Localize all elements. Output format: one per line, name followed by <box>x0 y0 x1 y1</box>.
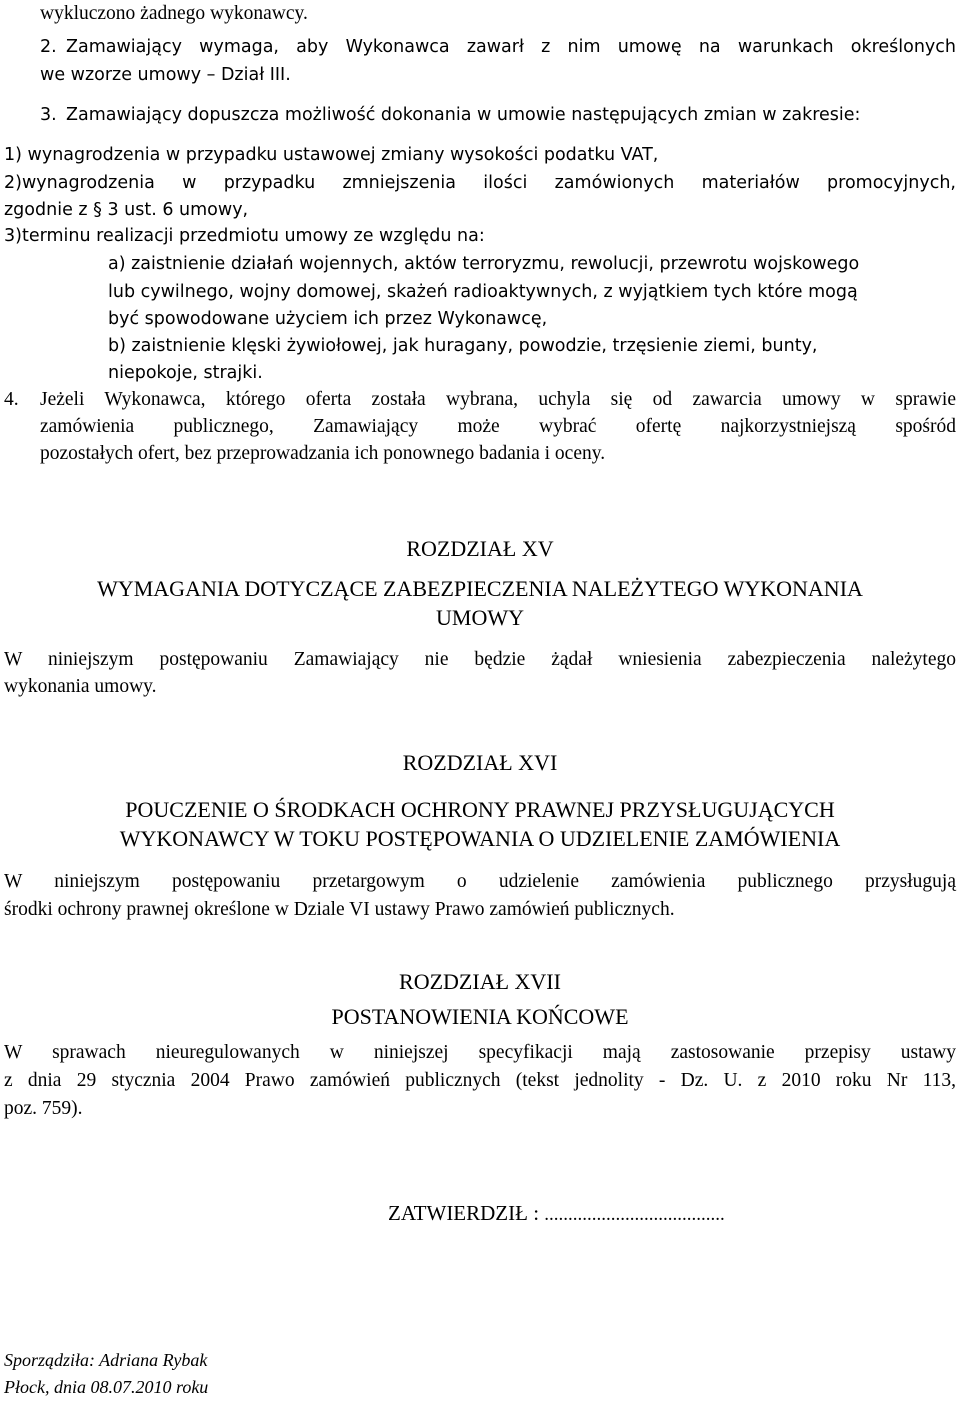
list-item-text: Zamawiający dopuszcza możliwość dokonania w umowie następujących zmian w zakresie: <box>66 105 861 125</box>
paragraph-line: wykluczono żadnego wykonawcy. <box>40 3 308 24</box>
list-item-text: Zamawiający wymaga, aby Wykonawca zawarł z nim umowę na warunkach określonych <box>66 37 956 57</box>
list-item-text-cont: we wzorze umowy – Dział III. <box>40 65 291 85</box>
list-item-text-cont: zamówienia publicznego, Zamawiający może wybrać ofertę najkorzystniejszą spośród <box>40 416 956 437</box>
sub-item-3b-cont: niepokoje, strajki. <box>108 363 263 383</box>
list-number: 4. <box>4 389 19 410</box>
chapter-number: ROZDZIAŁ XV <box>406 536 554 561</box>
list-number: 3. <box>40 105 57 125</box>
chapter-body-cont: wykonania umowy. <box>4 676 157 697</box>
chapter-body: W niniejszym postępowaniu przetargowym o udzielenie zamówienia publicznego przysługują <box>4 871 956 892</box>
list-item-text-cont: pozostałych ofert, bez przeprowadzania ich ponownego badania i oceny. <box>40 443 606 464</box>
sub-item-3: 3)terminu realizacji przedmiotu umowy ze względu na: <box>4 226 485 246</box>
approval-signature-dots: ...................................... <box>544 1204 725 1225</box>
chapter-title-cont: UMOWY <box>436 605 524 630</box>
chapter-title: WYMAGANIA DOTYCZĄCE ZABEZPIECZENIA NALEŻYTEGO WYKONANIA <box>97 576 863 601</box>
chapter-title: POSTANOWIENIA KOŃCOWE <box>331 1004 629 1029</box>
list-number: 2. <box>40 37 57 57</box>
sub-item-1: 1) wynagrodzenia w przypadku ustawowej zmiany wysokości podatku VAT, <box>4 145 659 165</box>
chapter-body-cont: poz. 759). <box>4 1098 83 1119</box>
prepared-by: Sporządziła: Adriana Rybak <box>4 1350 208 1370</box>
chapter-body: W sprawach nieuregulowanych w niniejszej specyfikacji mają zastosowanie przepisy ustawy <box>4 1042 956 1063</box>
sub-item-3b: b) zaistnienie klęski żywiołowej, jak huragany, powodzie, trzęsienie ziemi, bunty, <box>108 336 818 356</box>
sub-item-2-cont: zgodnie z § 3 ust. 6 umowy, <box>4 200 249 220</box>
chapter-number: ROZDZIAŁ XVI <box>402 750 558 775</box>
approval-label: ZATWIERDZIŁ : <box>388 1201 545 1225</box>
chapter-body-cont: z dnia 29 stycznia 2004 Prawo zamówień publicznych (tekst jednolity - Dz. U. z 2010 roku Nr 113, <box>4 1070 956 1091</box>
chapter-body: W niniejszym postępowaniu Zamawiający nie będzie żądał wniesienia zabezpieczenia należytego <box>4 649 956 670</box>
sub-item-3a-cont: lub cywilnego, wojny domowej, skażeń radioaktywnych, z wyjątkiem tych które mogą <box>108 282 858 302</box>
list-item-text: Jeżeli Wykonawca, którego oferta została wybrana, uchyla się od zawarcia umowy w sprawie <box>40 389 956 410</box>
chapter-number: ROZDZIAŁ XVII <box>399 969 561 994</box>
sub-item-3a: a) zaistnienie działań wojennych, aktów terroryzmu, rewolucji, przewrotu wojskowego <box>108 254 860 274</box>
sub-item-3a-cont: być spowodowane użyciem ich przez Wykonawcę, <box>108 309 548 329</box>
place-date: Płock, dnia 08.07.2010 roku <box>4 1377 209 1397</box>
approval-line <box>388 1200 725 1228</box>
chapter-title: POUCZENIE O ŚRODKACH OCHRONY PRAWNEJ PRZYSŁUGUJĄCYCH <box>125 797 835 822</box>
sub-item-2: 2)wynagrodzenia w przypadku zmniejszenia ilości zamówionych materiałów promocyjnych, <box>4 173 956 193</box>
chapter-title-cont: WYKONAWCY W TOKU POSTĘPOWANIA O UDZIELENIE ZAMÓWIENIA <box>119 826 841 851</box>
chapter-body-cont: środki ochrony prawnej określone w Dziale VI ustawy Prawo zamówień publicznych. <box>4 899 675 920</box>
